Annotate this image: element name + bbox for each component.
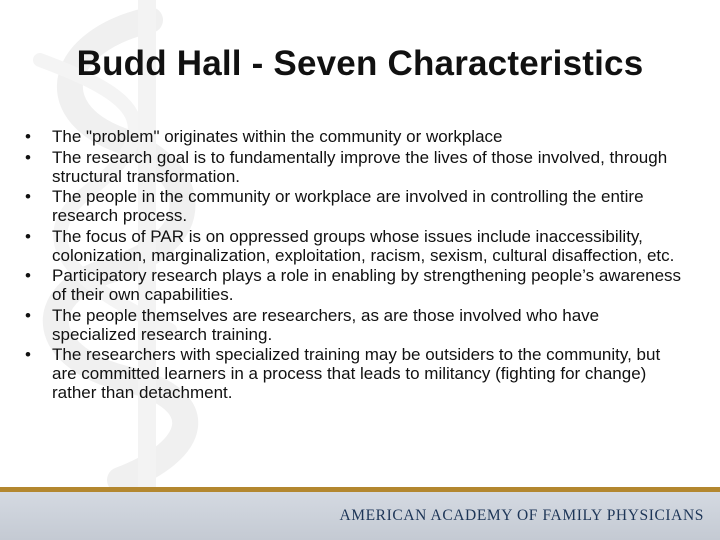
bullet-item (25, 148, 685, 186)
bullet-item (25, 306, 685, 344)
bullet-item (25, 227, 685, 265)
bullet-text: Participatory research plays a role in enabling by strengthening people’s awareness of their own capabilities. (52, 266, 682, 304)
bullet-item (25, 127, 685, 146)
bullet-text: The research goal is to fundamentally improve the lives of those involved, through structural transformation. (52, 147, 668, 186)
bullet-text: The "problem" originates within the community or workplace (52, 127, 503, 146)
bullet-icon: • (25, 305, 31, 325)
bullet-icon: • (25, 147, 31, 167)
bullet-item (25, 266, 685, 304)
slide-title: Budd Hall - Seven Characteristics (76, 44, 644, 83)
bullet-icon: • (25, 345, 31, 364)
bullet-icon: • (25, 226, 31, 246)
bullet-icon: • (25, 187, 31, 206)
bullet-item (25, 187, 685, 225)
bullet-text: The focus of PAR is on oppressed groups whose issues include inaccessibility, colonization, marginalization, exploitation, racism, sexism, cultural disaffection, etc. (52, 226, 675, 265)
bullet-text: The researchers with specialized training may be outsiders to the community, but are committed learners in a process that leads to militancy (fighting for change) rather than detachment. (52, 345, 661, 402)
organization-logo-text: AMERICAN ACADEMY OF FAMILY PHYSICIANS (339, 507, 704, 524)
bullet-text: The people themselves are researchers, as are those involved who have specialized research training. (52, 305, 600, 344)
bullet-icon: • (25, 127, 31, 146)
bullet-item (25, 345, 685, 402)
bullet-text: The people in the community or workplace are involved in controlling the entire research process. (52, 187, 644, 225)
footer-accent-rule (0, 487, 720, 492)
bullet-icon: • (25, 266, 31, 285)
bullet-list (25, 127, 685, 404)
